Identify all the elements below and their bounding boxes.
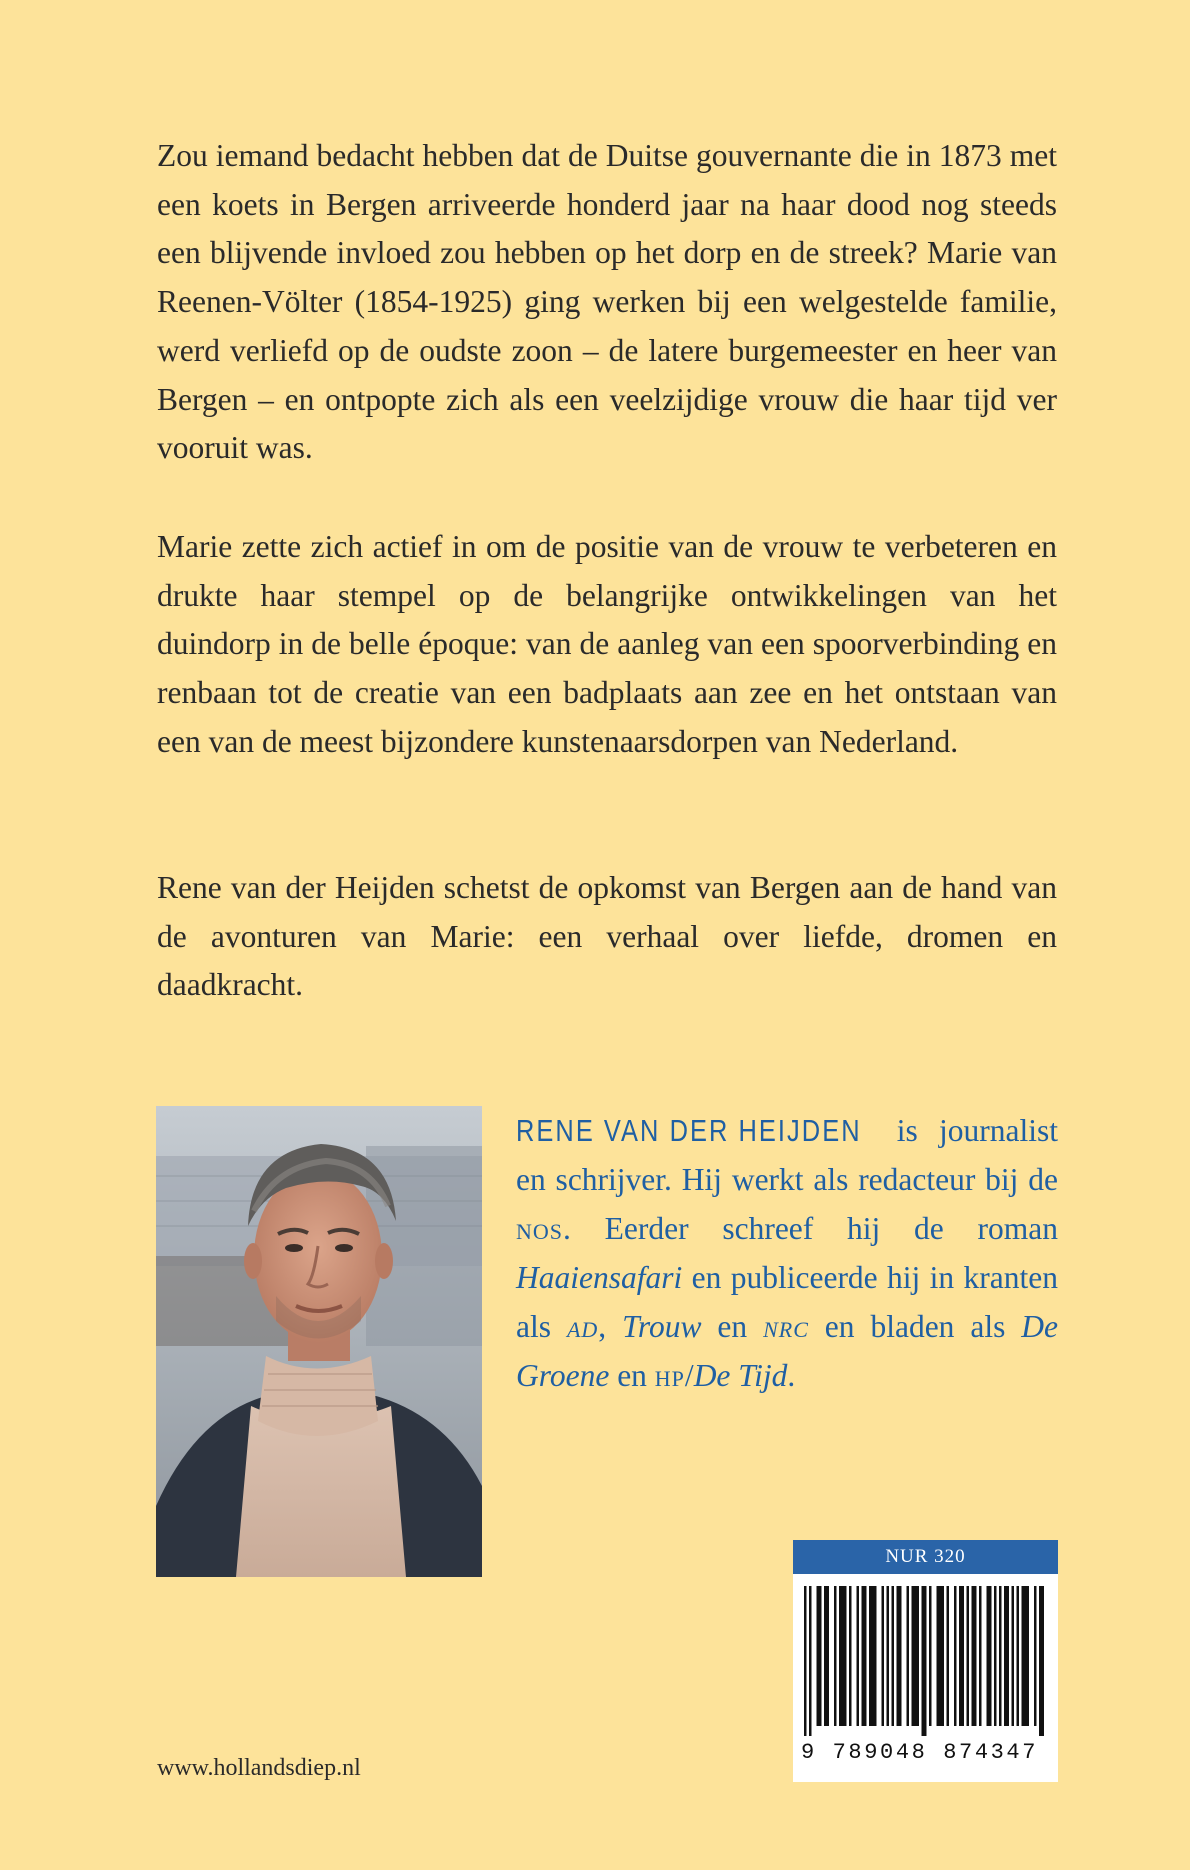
barcode-block [793, 1540, 1058, 1782]
hp-abbrev: hp [654, 1358, 685, 1393]
author-bio [516, 1106, 1058, 1400]
ad-abbrev: ad [566, 1309, 599, 1344]
bio-text: . Eerder schreef hij de roman [563, 1211, 1058, 1246]
book-title: Haaiensafari [516, 1260, 683, 1295]
blurb-paragraph-2: Marie zette zich actief in om de positie van de vrouw te verbeteren en drukte haar stempel op de belangrijke ontwikkelingen van het duindorp in de belle époque: van de aanleg van een spoorverbinding en renbaan tot de creatie van een badplaats aan zee en het ontstaan van een van de meest bijzondere kunstenaarsdorpen van Nederland. [157, 529, 1057, 759]
bio-text: en bladen als [808, 1309, 1022, 1344]
barcode-icon [804, 1586, 1047, 1736]
blurb-paragraph-3: Rene van der Heijden schetst de opkomst van Bergen aan de hand van de avonturen van Marie: een verhaal over liefde, dromen en daadkracht. [157, 870, 1057, 1003]
bio-text: is journalist en schrijver. Hij werkt als redacteur bij de [516, 1113, 1058, 1197]
bio-text: . [787, 1358, 796, 1393]
nrc-abbrev: nrc [763, 1309, 809, 1344]
bio-text: / [684, 1358, 694, 1393]
groene-title: De Groene [516, 1309, 1059, 1393]
isbn-digits: 9 789048 874347 [801, 1740, 1039, 1765]
author-name: RENE VAN DER HEIJDEN [516, 1113, 862, 1148]
bio-text: en publiceerde hij in kranten als [516, 1260, 1058, 1344]
publisher-website: www.hollandsdiep.nl [157, 1755, 361, 1781]
blurb-paragraph-1: Zou iemand bedacht hebben dat de Duitse gouvernante die in 1873 met een koets in Bergen arriveerde honderd jaar na haar dood nog steeds een blijvende invloed zou hebben op het dorp en de streek? Marie van Reenen-Völter (1854-1925) ging werken bij een welgestelde familie, werd verliefd op de oudste zoon – de latere burgemeester en heer van Bergen – en ontpopte zich als een veelzijdige vrouw die haar tijd ver vooruit was. [157, 138, 1057, 466]
nur-label: NUR 320 [793, 1540, 1058, 1574]
author-photo [156, 1106, 482, 1577]
trouw-title: Trouw [622, 1309, 702, 1344]
nos-abbrev: nos [516, 1211, 564, 1246]
tijd-title: De Tijd [693, 1358, 788, 1393]
bio-text: en [609, 1358, 655, 1393]
bio-text: en [701, 1309, 764, 1344]
bio-text: , [598, 1309, 623, 1344]
